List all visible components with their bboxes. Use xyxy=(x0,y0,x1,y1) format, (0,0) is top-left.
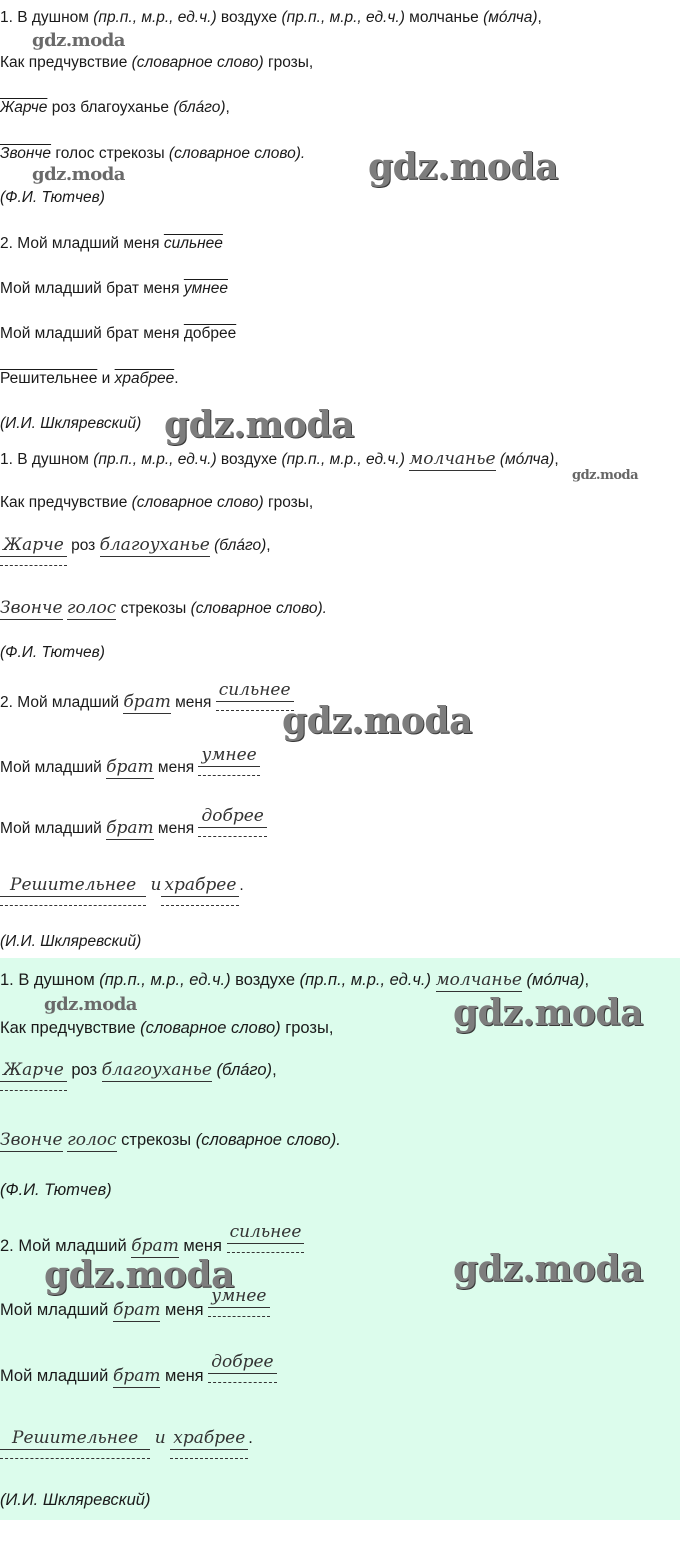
watermark: gdz.moda xyxy=(44,994,137,1015)
text: Мой младший xyxy=(0,1301,113,1319)
highlighted-section xyxy=(0,958,680,1520)
watermark: gdz.moda xyxy=(164,404,354,446)
note: (пр.п., м.р., ед.ч.) xyxy=(281,451,405,468)
word: благоуханье xyxy=(80,99,170,116)
text: Мой младший xyxy=(0,1367,113,1385)
note: (пр.п., м.р., ед.ч.) xyxy=(93,9,217,26)
predicate-word: Звонче xyxy=(0,598,63,618)
text: 1. В душном xyxy=(0,9,94,26)
subject-word: брат xyxy=(131,1236,179,1256)
subject-word: брат xyxy=(123,692,171,712)
word: Решительнее xyxy=(10,875,137,895)
word: Жарче xyxy=(3,535,64,555)
word: сильнее xyxy=(229,1222,302,1242)
word: Жарче xyxy=(3,1060,64,1080)
text: стрекозы xyxy=(94,145,169,162)
s1-poem2-author xyxy=(0,414,141,434)
underline xyxy=(227,1252,305,1253)
word: голос xyxy=(55,145,95,162)
word: добрее xyxy=(183,325,237,342)
s2-poem1-line2 xyxy=(0,493,313,513)
text: стрекозы xyxy=(116,1131,196,1149)
s1-poem1-author xyxy=(0,188,105,208)
note: (мóлча) xyxy=(526,971,585,989)
word: умнее xyxy=(183,280,228,297)
underline xyxy=(208,1382,276,1383)
note: (словарное слово). xyxy=(190,600,327,617)
author: (Ф.И. Тютчев) xyxy=(0,644,105,661)
text: Мой младший xyxy=(0,759,107,776)
subject-word: благоуханье xyxy=(101,1060,212,1080)
underline xyxy=(198,836,266,837)
word: Звонче xyxy=(0,145,52,162)
s3-poem1-line1: 1. В душном (пр.п., м.р., ед.ч.) воздухе (пр.п., м.р., ед.ч.) молчанье (мóлча), xyxy=(0,970,590,990)
note: (мóлча) xyxy=(483,9,538,26)
note: (мóлча) xyxy=(499,451,555,468)
watermark: gdz.moda xyxy=(44,1254,234,1296)
subject-word: брат xyxy=(106,818,154,838)
text: меня xyxy=(178,1237,227,1255)
word: добрее xyxy=(211,1352,274,1372)
note: (блáго) xyxy=(214,537,267,554)
note: (словарное слово) xyxy=(131,54,264,71)
text: меня xyxy=(170,694,216,711)
watermark: gdz.moda xyxy=(572,468,639,483)
text: Мой младший xyxy=(0,325,107,342)
underline xyxy=(170,1458,248,1459)
text: Мой младший xyxy=(0,820,107,837)
author: (И.И. Шкляревский) xyxy=(0,415,142,432)
underline xyxy=(161,905,239,906)
text: воздухе xyxy=(216,9,282,26)
note: (пр.п., м.р., ед.ч.) xyxy=(93,451,217,468)
s1-poem2-line2: Мой младший брат меня умнее xyxy=(0,280,228,297)
text: роз xyxy=(66,537,100,554)
author: (Ф.И. Тютчев) xyxy=(0,1181,112,1199)
text: 1. В душном xyxy=(0,451,94,468)
subject-word: благоуханье xyxy=(99,535,210,555)
s3-poem1-line2 xyxy=(0,1018,333,1038)
s1-poem1-line2 xyxy=(0,53,313,73)
s2-poem2-line2 xyxy=(0,745,260,779)
predicate-word xyxy=(0,1428,150,1450)
s1-poem2-line4: Решительнее и храбрее. xyxy=(0,370,179,387)
s3-poem1-line4 xyxy=(0,1130,341,1150)
predicate-word xyxy=(0,875,146,897)
predicate-word xyxy=(216,680,294,702)
text: грозы, xyxy=(280,1019,334,1037)
text: меня xyxy=(153,820,199,837)
subject-word: брат xyxy=(106,757,154,777)
s1-poem1-line1: 1. В душном (пр.п., м.р., ед.ч.) воздухе (пр.п., м.р., ед.ч.) молчанье (мóлча), xyxy=(0,9,542,26)
s3-poem2-author xyxy=(0,1490,150,1510)
s2-poem2-author xyxy=(0,932,141,952)
text: роз xyxy=(66,1061,102,1079)
author: (Ф.И. Тютчев) xyxy=(0,189,105,206)
text: Как предчувствие xyxy=(0,54,132,71)
subject-word: молчанье xyxy=(409,449,496,469)
word: Решительнее xyxy=(12,1428,139,1448)
watermark: gdz.moda xyxy=(453,1248,643,1290)
text: меня xyxy=(160,1301,209,1319)
s2-poem2-line1 xyxy=(0,680,294,714)
predicate-word xyxy=(0,1060,67,1082)
text: грозы, xyxy=(263,494,314,511)
word: умнее xyxy=(211,1286,267,1306)
underline xyxy=(208,1316,269,1317)
note: (словарное слово). xyxy=(168,145,306,162)
word: храбрее xyxy=(114,370,175,387)
underline xyxy=(0,1090,67,1091)
s2-poem2-line4: Решительнее и храбрее . xyxy=(0,875,244,897)
predicate-word xyxy=(198,745,259,767)
s2-poem2-line3 xyxy=(0,806,267,840)
watermark: gdz.moda xyxy=(32,164,125,185)
text: Как предчувствие xyxy=(0,494,132,511)
note: (словарное слово) xyxy=(131,494,264,511)
word: умнее xyxy=(201,745,257,765)
text: Мой младший xyxy=(0,280,107,297)
conj: и xyxy=(101,370,111,387)
underline xyxy=(198,775,259,776)
text: 1. В душном xyxy=(0,971,100,989)
s1-poem2-line3: Мой младший брат меня добрее xyxy=(0,325,237,342)
text: воздухе xyxy=(216,451,282,468)
word: храбрее xyxy=(164,875,237,895)
watermark: gdz.moda xyxy=(453,992,643,1034)
note: (пр.п., м.р., ед.ч.) xyxy=(299,971,431,989)
s3-poem1-line3: Жарче роз благоуханье (блáго), xyxy=(0,1060,277,1082)
underline xyxy=(0,565,67,566)
s2-poem1-author xyxy=(0,643,105,663)
text: 2. Мой младший xyxy=(0,235,124,252)
note: (блáго) xyxy=(216,1061,273,1079)
word: сильнее xyxy=(163,235,223,252)
conj: и xyxy=(150,875,162,895)
subject-word: молчанье xyxy=(435,970,522,990)
subject-word: брат xyxy=(112,1300,161,1320)
predicate-word xyxy=(198,806,266,828)
text: воздухе xyxy=(230,971,300,989)
note: (блáго) xyxy=(173,99,226,116)
subject-word: голос xyxy=(67,1130,117,1150)
predicate-word xyxy=(0,535,67,557)
conj: и xyxy=(154,1428,166,1448)
s3-poem1-author xyxy=(0,1180,112,1200)
watermark: gdz.moda xyxy=(368,146,558,188)
s1-poem1-line4 xyxy=(0,144,305,164)
subject-word: брат xyxy=(112,1366,161,1386)
underline xyxy=(0,1458,150,1459)
note: (словарное слово) xyxy=(140,1019,281,1037)
s2-poem1-line1: 1. В душном (пр.п., м.р., ед.ч.) воздухе (пр.п., м.р., ед.ч.) молчанье (мóлча), xyxy=(0,449,559,469)
text: 2. Мой младший xyxy=(0,694,124,711)
s3-poem2-line2 xyxy=(0,1286,270,1322)
author: (И.И. Шкляревский) xyxy=(0,933,142,950)
s3-poem2-line4: Решительнее и храбрее . xyxy=(0,1428,253,1450)
predicate-word xyxy=(227,1222,305,1244)
word: молчанье xyxy=(409,9,479,26)
word: добрее xyxy=(201,806,264,826)
text: меня xyxy=(160,1367,209,1385)
subject-word: голос xyxy=(66,598,117,618)
underline xyxy=(0,905,146,906)
word: Решительнее xyxy=(0,370,98,387)
predicate-word: Звонче xyxy=(0,1130,63,1150)
text: стрекозы xyxy=(116,600,191,617)
note: (словарное слово). xyxy=(195,1131,341,1149)
s3-poem2-line3 xyxy=(0,1352,277,1388)
s2-poem1-line4 xyxy=(0,598,327,619)
s2-poem1-line3: Жарче роз благоуханье (блáго), xyxy=(0,535,271,557)
s1-poem1-line3: Жарче роз благоуханье (блáго), xyxy=(0,99,230,116)
note: (пр.п., м.р., ед.ч.) xyxy=(281,9,405,26)
text: Как предчувствие xyxy=(0,1019,141,1037)
watermark: gdz.moda xyxy=(32,30,125,51)
note: (пр.п., м.р., ед.ч.) xyxy=(99,971,231,989)
text: меня xyxy=(153,759,199,776)
word: храбрее xyxy=(173,1428,246,1448)
predicate-word xyxy=(170,1428,248,1450)
text: грозы, xyxy=(263,54,314,71)
predicate-word xyxy=(161,875,239,897)
author: (И.И. Шкляревский) xyxy=(0,1491,151,1509)
text: роз xyxy=(47,99,81,116)
s1-poem2-line1: 2. Мой младший меня сильнее xyxy=(0,235,223,252)
text: 2. Мой младший xyxy=(0,1237,132,1255)
word: сильнее xyxy=(218,680,291,700)
word: Жарче xyxy=(0,99,48,116)
watermark: gdz.moda xyxy=(282,700,472,742)
predicate-word xyxy=(208,1352,276,1374)
